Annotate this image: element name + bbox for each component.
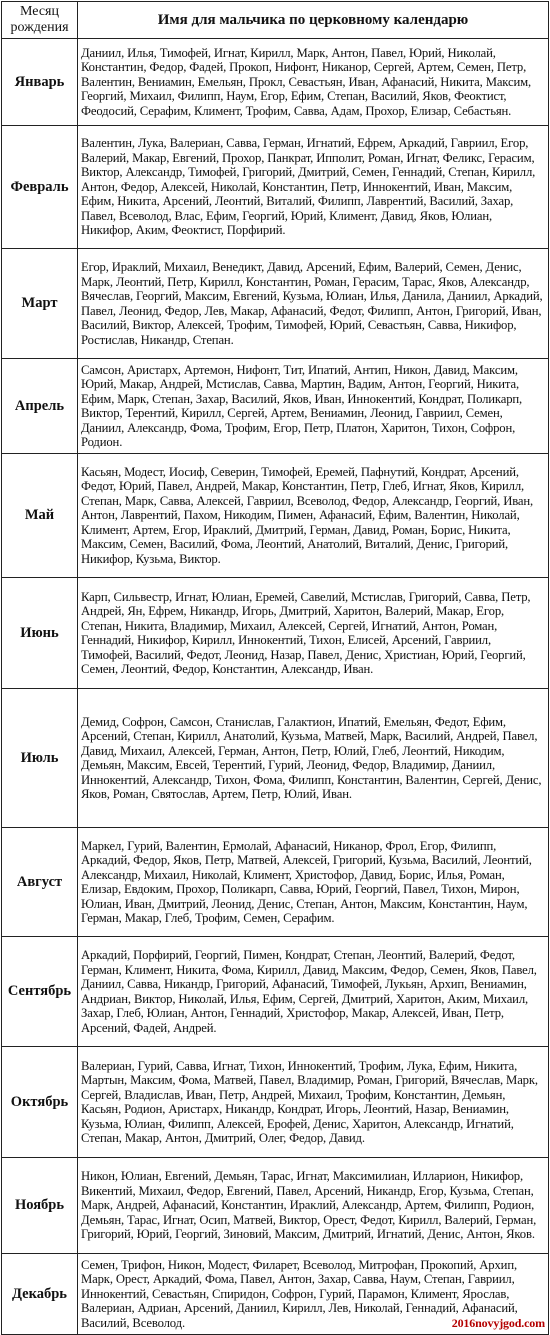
names-cell: Демид, Софрон, Самсон, Станислав, Галактион, Ипатий, Емельян, Федот, Ефим, Арсений, Степан, Кирилл, Анатолий, Кузьма, Матвей, Марк, Василий, Андрей, Павел, Давид, Михаил, Алексей, Герман, Антон, Петр, Юлий, Глеб, Леонтий, Никодим, Демьян, Максим, Евсей, Терентий, Гурий, Леонид, Федор, Владимир, Даниил, Иннокентий, Александр, Тихон, Фома, Филипп, Константин, Валентин, Сергей, Денис, Яков, Роман, Святослав, Артем, Петр, Юлий, Иван. xyxy=(78,689,549,828)
month-cell: Сентябрь xyxy=(2,937,78,1047)
names-cell: Самсон, Аристарх, Артемон, Нифонт, Тит, Ипатий, Антип, Никон, Давид, Максим, Юрий, Макар, Андрей, Мстислав, Савва, Мартин, Вадим, Антон, Георгий, Никита, Ефим, Марк, Степан, Захар, Василий, Яков, Иван, Иннокентий, Кондрат, Поликарп, Виктор, Терентий, Кирилл, Сергей, Артем, Вениамин, Леонид, Гавриил, Семен, Даниил, Александр, Фома, Трофим, Егор, Петр, Платон, Харитон, Тихон, Софрон, Родион. xyxy=(78,359,549,454)
names-cell: Валериан, Гурий, Савва, Игнат, Тихон, Иннокентий, Трофим, Лука, Ефим, Никита, Мартын, Максим, Фома, Матвей, Павел, Владимир, Роман, Григорий, Вячеслав, Марк, Сергей, Владислав, Иван, Петр, Андрей, Михаил, Трофим, Константин, Демьян, Касьян, Родион, Аристарх, Никандр, Кондрат, Игорь, Леонтий, Назар, Вениамин, Кузьма, Юлиан, Филипп, Алексей, Ерофей, Денис, Харитон, Александр, Игнатий, Степан, Макар, Антон, Дмитрий, Олег, Федор, Давид. xyxy=(78,1047,549,1158)
table-row xyxy=(2,454,549,578)
month-cell: Февраль xyxy=(2,126,78,249)
names-cell: Касьян, Модест, Иосиф, Северин, Тимофей, Еремей, Пафнутий, Кондрат, Арсений, Федот, Юрий, Павел, Андрей, Макар, Константин, Петр, Глеб, Игнат, Яков, Кирилл, Степан, Марк, Савва, Алексей, Гавриил, Всеволод, Федор, Александр, Георгий, Иван, Антон, Лаврентий, Пахом, Никодим, Пимен, Афанасий, Ефим, Валентин, Николай, Климент, Артем, Егор, Ираклий, Дмитрий, Герман, Давид, Роман, Борис, Никита, Максим, Семен, Василий, Фома, Леонтий, Анатолий, Виталий, Денис, Григорий, Никифор, Кузьма, Виктор. xyxy=(78,454,549,578)
month-cell: Апрель xyxy=(2,359,78,454)
names-column-header: Имя для мальчика по церковному календарю xyxy=(78,2,549,39)
table-row xyxy=(2,39,549,126)
names-cell: Карп, Сильвестр, Игнат, Юлиан, Еремей, Савелий, Мстислав, Григорий, Савва, Петр, Андрей, Ян, Ефрем, Никандр, Игорь, Дмитрий, Харитон, Валерий, Макар, Егор, Степан, Никита, Владимир, Михаил, Алексей, Сергей, Игнатий, Антон, Роман, Геннадий, Никифор, Кирилл, Иннокентий, Тихон, Елисей, Арсений, Гавриил, Тимофей, Василий, Федот, Леонид, Назар, Павел, Денис, Христиан, Юрий, Георгий, Семен, Леонтий, Федор, Константин, Александр, Иван. xyxy=(78,578,549,689)
month-cell: Май xyxy=(2,454,78,578)
month-column-header: Месяц рождения xyxy=(2,2,78,39)
table-row xyxy=(2,126,549,249)
names-cell: Маркел, Гурий, Валентин, Ермолай, Афанасий, Никанор, Фрол, Егор, Филипп, Аркадий, Федор, Яков, Петр, Матвей, Алексей, Григорий, Кузьма, Василий, Леонтий, Александр, Михаил, Николай, Климент, Христофор, Давид, Борис, Илья, Роман, Елизар, Евдоким, Прохор, Поликарп, Савва, Юрий, Георгий, Павел, Тихон, Мирон, Юлиан, Иван, Дмитрий, Леонид, Денис, Степан, Антон, Максим, Константин, Наум, Герман, Макар, Глеб, Трофим, Семен, Серафим. xyxy=(78,828,549,937)
names-table xyxy=(1,1,549,1335)
names-cell: Даниил, Илья, Тимофей, Игнат, Кирилл, Марк, Антон, Павел, Юрий, Николай, Константин, Федор, Фадей, Прокоп, Нифонт, Никанор, Сергей, Артем, Семен, Петр, Валентин, Вениамин, Емельян, Прокл, Севастьян, Иван, Афанасий, Никита, Максим, Георгий, Михаил, Филипп, Наум, Егор, Ефим, Степан, Василий, Яков, Феоктист, Феодосий, Серафим, Климент, Трофим, Савва, Адам, Прохор, Елизар, Себастьян. xyxy=(78,39,549,126)
month-cell: Март xyxy=(2,249,78,359)
table-row xyxy=(2,1254,549,1335)
month-cell: Декабрь xyxy=(2,1254,78,1335)
table-row xyxy=(2,249,549,359)
header-row xyxy=(2,2,549,39)
table-row xyxy=(2,1047,549,1158)
names-cell xyxy=(78,1254,549,1335)
names-cell: Валентин, Лука, Валериан, Савва, Герман, Игнатий, Ефрем, Аркадий, Гавриил, Егор, Валерий, Макар, Евгений, Прохор, Панкрат, Ипполит, Роман, Игнат, Феликс, Герасим, Виктор, Александр, Тимофей, Григорий, Дмитрий, Семен, Геннадий, Степан, Кирилл, Антон, Федор, Алексей, Николай, Константин, Петр, Иннокентий, Иван, Максим, Ефим, Никита, Арсений, Леонтий, Виталий, Филипп, Лаврентий, Василий, Захар, Павел, Всеволод, Влас, Ефим, Георгий, Юрий, Климент, Давид, Яков, Юлиан, Никифор, Аким, Феоктист, Порфирий. xyxy=(78,126,549,249)
table-row xyxy=(2,578,549,689)
month-cell: Июнь xyxy=(2,578,78,689)
names-text: Семен, Трифон, Никон, Модест, Филарет, Всеволод, Митрофан, Прокопий, Архип, Марк, Орест, Аркадий, Фома, Павел, Антон, Захар, Савва, Наум, Степан, Гавриил, Иннокентий, Севастьян, Спиридон, Софрон, Гурий, Парамон, Климент, Ярослав, Валериан, Адриан, Арсений, Даниил, Кирилл, Лев, Николай, Геннадий, Афанасий, Василий, Всеволод. xyxy=(81,1257,518,1330)
table-row xyxy=(2,689,549,828)
names-cell: Никон, Юлиан, Евгений, Демьян, Тарас, Игнат, Максимилиан, Илларион, Никифор, Викентий, Михаил, Федор, Евгений, Павел, Арсений, Никандр, Егор, Кузьма, Степан, Марк, Андрей, Афанасий, Константин, Ираклий, Александр, Артем, Филипп, Родион, Демьян, Тарас, Игнат, Осип, Матвей, Виктор, Орест, Федот, Кирилл, Валерий, Герман, Григорий, Юрий, Георгий, Зиновий, Максим, Дмитрий, Игнатий, Денис, Антон, Яков. xyxy=(78,1158,549,1254)
month-cell: Ноябрь xyxy=(2,1158,78,1254)
watermark: 2016novyjgod.com xyxy=(451,1315,545,1330)
names-cell: Аркадий, Порфирий, Георгий, Пимен, Кондрат, Степан, Леонтий, Валерий, Федот, Герман, Климент, Никита, Фома, Кирилл, Давид, Максим, Федор, Семен, Яков, Павел, Даниил, Савва, Никандр, Григорий, Афанасий, Тимофей, Лукьян, Архип, Вениамин, Андриан, Виктор, Николай, Илья, Ефим, Сергей, Дмитрий, Харитон, Аким, Михаил, Захар, Глеб, Юлиан, Антон, Геннадий, Христофор, Макар, Алексей, Иван, Петр, Арсений, Фадей, Андрей. xyxy=(78,937,549,1047)
month-cell: Август xyxy=(2,828,78,937)
table-row xyxy=(2,1158,549,1254)
month-cell: Январь xyxy=(2,39,78,126)
names-cell: Егор, Ираклий, Михаил, Венедикт, Давид, Арсений, Ефим, Валерий, Семен, Денис, Марк, Леонтий, Петр, Кирилл, Константин, Роман, Герасим, Тарас, Яков, Александр, Вячеслав, Георгий, Максим, Евгений, Кузьма, Юлиан, Илья, Данила, Даниил, Аркадий, Павел, Леонид, Федор, Лев, Макар, Афанасий, Федот, Филипп, Антон, Григорий, Иван, Василий, Виктор, Алексей, Трофим, Тимофей, Юрий, Севастьян, Савва, Никифор, Ростислав, Никандр, Степан. xyxy=(78,249,549,359)
month-cell: Октябрь xyxy=(2,1047,78,1158)
table-row xyxy=(2,359,549,454)
month-cell: Июль xyxy=(2,689,78,828)
table-row xyxy=(2,937,549,1047)
table-row xyxy=(2,828,549,937)
